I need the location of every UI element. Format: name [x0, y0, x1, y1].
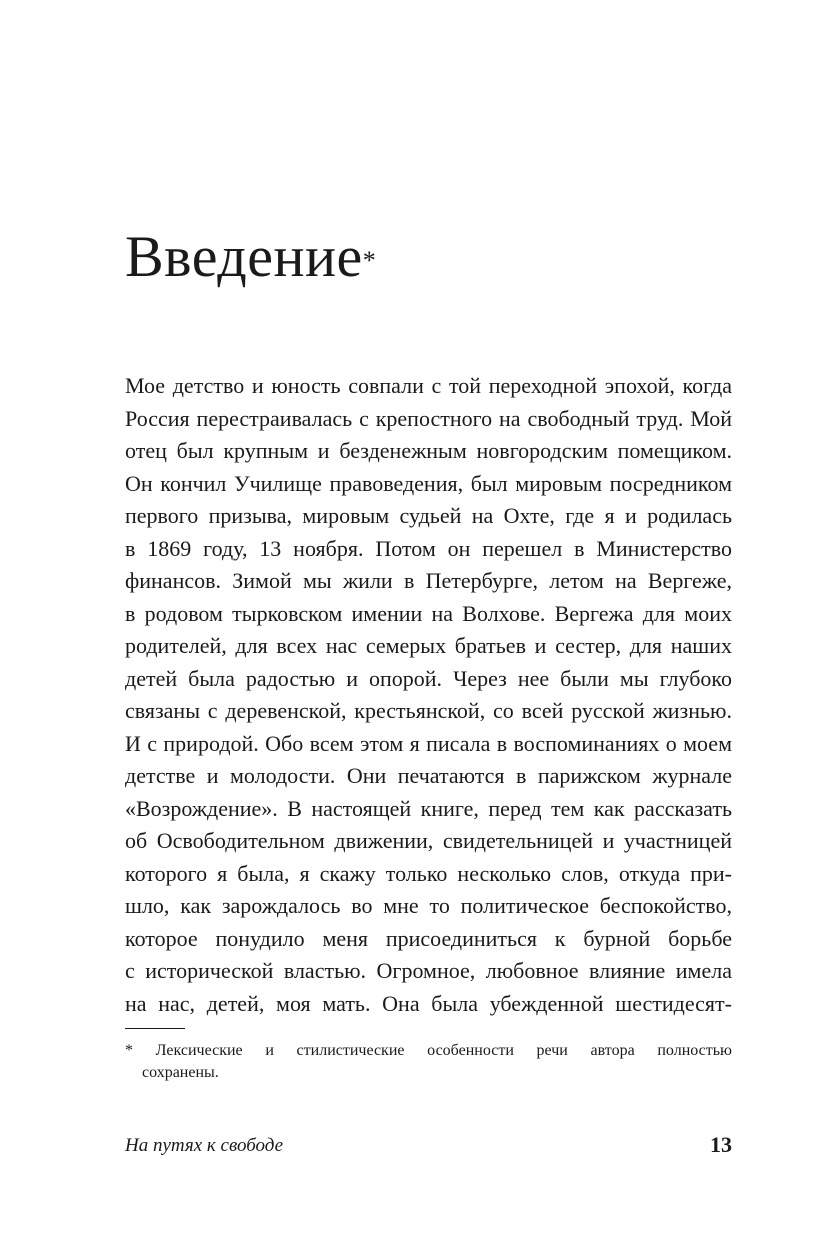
text-line: в 1869 году, 13 ноября. Потом он перешел в Министерство — [125, 535, 732, 561]
text-line: в родовом тырковском имении на Волхове. Вергежа для моих — [125, 600, 732, 626]
footnote-marker: * — [362, 246, 377, 275]
chapter-title-text: Введение — [125, 224, 363, 289]
footnote — [125, 1040, 732, 1084]
text-line: шло, как зарождалось во мне то политическое беспокойство, — [125, 893, 732, 918]
text-line: детстве и молодости. Они печатаются в парижском журнале — [125, 763, 732, 788]
text-line: «Возрождение». В настоящей книге, перед тем как рассказать — [125, 795, 732, 821]
footnote-line: * Лексические и стилистические особенности речи автора полностью — [125, 1042, 732, 1059]
text-line: первого призыва, мировым судьей на Охте, где я и родилась — [125, 503, 732, 528]
text-line: Россия перестраивалась с крепостного на свободный труд. Мой — [125, 405, 732, 431]
text-line: родителей, для всех нас семерых братьев и сестер, для наших — [125, 633, 732, 658]
running-title: На путях к свободе — [125, 1135, 284, 1156]
text-line: связаны с деревенской, крестьянской, со всей русской жизнью. — [125, 698, 732, 723]
text-line: отец был крупным и безденежным новгородским помещиком. — [125, 438, 732, 463]
text-line: И с природой. Обо всем этом я писала в воспоминаниях о моем — [125, 730, 732, 756]
text-line: детей была радостью и опорой. Через нее были мы глубоко — [125, 665, 732, 691]
text-line: финансов. Зимой мы жили в Петербурге, летом на Вергеже, — [125, 568, 732, 593]
footnote-line: сохранены. — [142, 1064, 219, 1081]
text-line: об Освободительном движении, свидетельницей и участницей — [125, 828, 732, 853]
text-line: которого я была, я скажу только несколько слов, откуда при- — [125, 860, 732, 886]
footnote-divider — [125, 1028, 185, 1029]
text-line: на нас, детей, моя мать. Она была убежденной шестидесят- — [125, 990, 732, 1016]
text-line: с исторической властью. Огромное, любовное влияние имела — [125, 958, 732, 983]
chapter-title — [125, 222, 376, 292]
body-text — [125, 370, 732, 1020]
text-line: Мое детство и юность совпали с той переходной эпохой, когда — [125, 373, 732, 398]
text-line: которое понудило меня присоединиться к бурной борьбе — [125, 925, 732, 951]
page-number: 13 — [710, 1132, 732, 1157]
text-line: Он кончил Училище правоведения, был мировым посредником — [125, 470, 732, 496]
